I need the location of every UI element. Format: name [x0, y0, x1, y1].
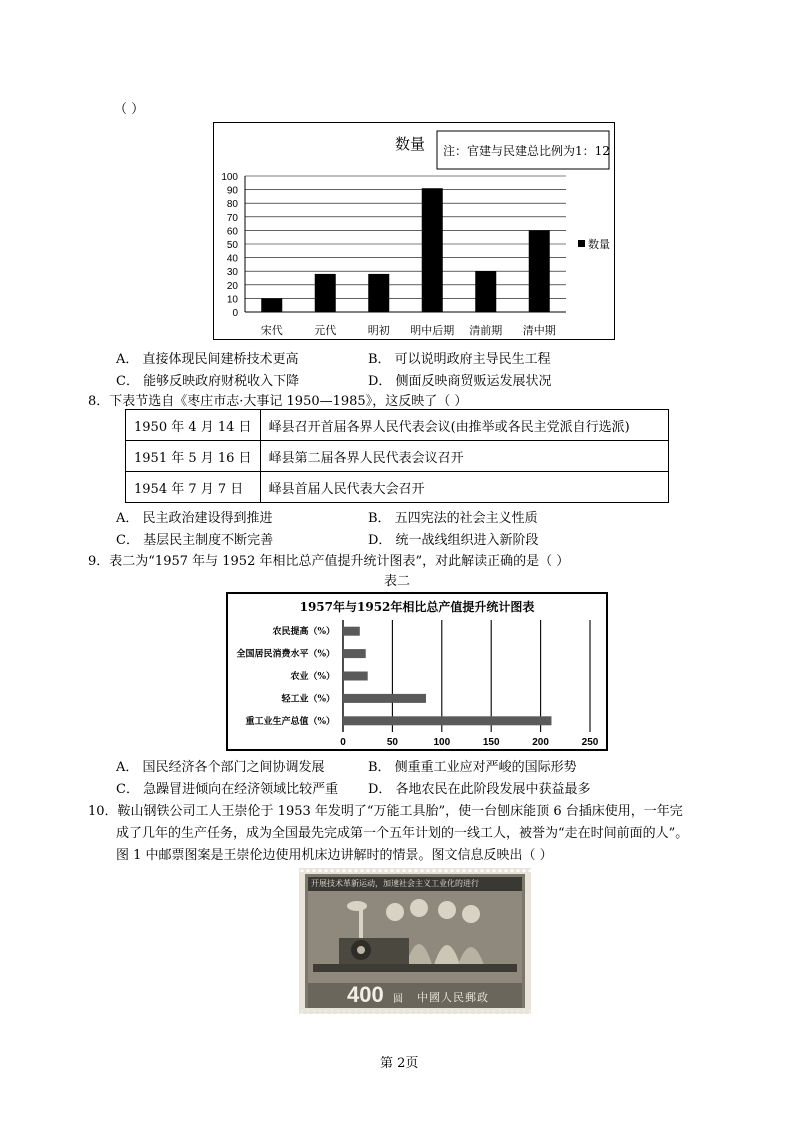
- stamp-unit: 圆: [393, 994, 403, 1005]
- q9-option-d[interactable]: D． 各地农民在此阶段发展中获益最多: [368, 782, 591, 797]
- x-tick-label: 150: [482, 737, 500, 748]
- event-text: 峄县首届人民代表大会召开: [260, 472, 668, 503]
- y-category-label: 重工业生产总值（%）: [245, 716, 335, 727]
- stamp-issuer: 中國人民郵政: [417, 991, 489, 1004]
- chart-title: 1957年与1952年相比总产值提升统计图表: [299, 600, 535, 614]
- q7-bar-chart: [214, 123, 614, 339]
- x-tick-label: 清中期: [522, 324, 556, 337]
- event-date: 1950 年 4 月 14 日: [126, 410, 261, 441]
- bar: [343, 716, 551, 725]
- table-row: [126, 472, 669, 503]
- x-tick-label: 宋代: [260, 324, 283, 337]
- x-tick-label: 0: [340, 737, 346, 748]
- q7-option-c[interactable]: C． 能够反映政府财税收入下降: [116, 374, 300, 389]
- bar: [343, 649, 366, 658]
- q8-option-a[interactable]: A． 民主政治建设得到推进: [116, 511, 273, 526]
- bar: [343, 694, 426, 703]
- x-tick-label: 明中后期: [410, 324, 455, 337]
- bar: [261, 298, 282, 312]
- chart-note: 注：官建与民建总比例为1：12: [443, 144, 610, 158]
- bar: [315, 274, 336, 312]
- bar: [475, 271, 496, 312]
- q9-horizontal-bar-chart: [228, 594, 606, 749]
- q9-option-c[interactable]: C． 急躁冒进倾向在经济领域比较严重: [116, 782, 339, 797]
- event-date: 1954 年 7 月 7 日: [126, 472, 261, 503]
- bar: [422, 188, 443, 312]
- table-row: [126, 441, 669, 472]
- q7-answer-blank: （ ）: [114, 102, 145, 117]
- chart-title: 数量: [394, 136, 426, 153]
- stamp-image: [299, 868, 531, 1014]
- y-category-label: 全国居民消费水平（%）: [236, 649, 335, 660]
- event-text: 峄县第二届各界人民代表会议召开: [260, 441, 668, 472]
- bar: [343, 672, 368, 681]
- q8-stem: 8．下表节选自《枣庄市志·大事记 1950—1985》，这反映了（ ）: [88, 394, 468, 409]
- y-category-label: 农民提高（%）: [272, 627, 335, 638]
- q9-option-a[interactable]: A． 国民经济各个部门之间协调发展: [116, 760, 325, 775]
- y-tick-label: 40: [226, 253, 238, 265]
- x-tick-label: 明初: [367, 324, 390, 337]
- x-tick-label: 元代: [314, 324, 337, 337]
- y-tick-label: 10: [226, 294, 238, 306]
- y-tick-label: 0: [232, 308, 238, 319]
- bar: [343, 627, 360, 636]
- legend-swatch: [578, 240, 585, 247]
- event-text: 峄县召开首届各界人民代表会议(由推举或各民主党派自行选派): [260, 410, 668, 441]
- stamp-illustration: [299, 868, 531, 1014]
- q8-events-table: [125, 409, 669, 503]
- q8-option-d[interactable]: D． 统一战线组织进入新阶段: [368, 533, 539, 548]
- stamp-value: 400: [347, 982, 384, 1007]
- x-tick-label: 250: [581, 737, 599, 748]
- stamp-banner: 开展技术革新运动，加速社会主义工业化的进行: [311, 879, 479, 888]
- page-number: 第 2页: [380, 1056, 419, 1071]
- q9-chart-frame: [226, 592, 608, 751]
- q7-option-a[interactable]: A． 直接体现民间建桥技术更高: [116, 352, 299, 367]
- q7-option-b[interactable]: B． 可以说明政府主导民生工程: [368, 352, 551, 367]
- y-tick-label: 80: [226, 199, 238, 211]
- y-tick-label: 100: [221, 172, 238, 183]
- x-tick-label: 50: [386, 737, 398, 748]
- event-date: 1951 年 5 月 16 日: [126, 441, 261, 472]
- q9-stem: 9．表二为“1957 年与 1952 年相比总产值提升统计图表”，对此解读正确的是（ ）: [88, 554, 570, 569]
- x-tick-label: 100: [433, 737, 451, 748]
- y-tick-label: 70: [226, 212, 238, 224]
- legend-label: 数量: [588, 238, 610, 251]
- table-row: [126, 410, 669, 441]
- q8-option-b[interactable]: B． 五四宪法的社会主义性质: [368, 511, 538, 526]
- y-tick-label: 90: [226, 185, 238, 197]
- x-tick-label: 200: [532, 737, 549, 748]
- q8-option-c[interactable]: C． 基层民主制度不断完善: [116, 533, 274, 548]
- y-tick-label: 50: [226, 240, 238, 251]
- q9-caption: 表二: [384, 574, 411, 589]
- bar: [368, 274, 389, 312]
- q7-chart-frame: [213, 122, 615, 340]
- bar: [529, 230, 550, 312]
- y-category-label: 农业（%）: [290, 672, 335, 682]
- q10-stem-line1: 10．鞍山钢铁公司工人王崇伦于 1953 年发明了“万能工具胎”，使一台刨床能顶 6 台插床使用，一年完: [88, 804, 683, 819]
- y-category-label: 轻工业（%）: [281, 694, 335, 705]
- x-tick-label: 清前期: [469, 324, 503, 337]
- y-tick-label: 30: [226, 267, 238, 279]
- q7-option-d[interactable]: D． 侧面反映商贸贩运发展状况: [368, 374, 552, 389]
- q10-stem-line2: 成了几年的生产任务，成为全国最先完成第一个五年计划的一线工人，被誉为“走在时间前面的人”。: [116, 826, 689, 841]
- y-tick-label: 20: [226, 280, 238, 292]
- q9-option-b[interactable]: B． 侧重重工业应对严峻的国际形势: [368, 760, 577, 775]
- y-tick-label: 60: [226, 226, 238, 238]
- q10-stem-line3: 图 1 中邮票图案是王崇伦边使用机床边讲解时的情景。图文信息反映出（ ）: [116, 848, 553, 863]
